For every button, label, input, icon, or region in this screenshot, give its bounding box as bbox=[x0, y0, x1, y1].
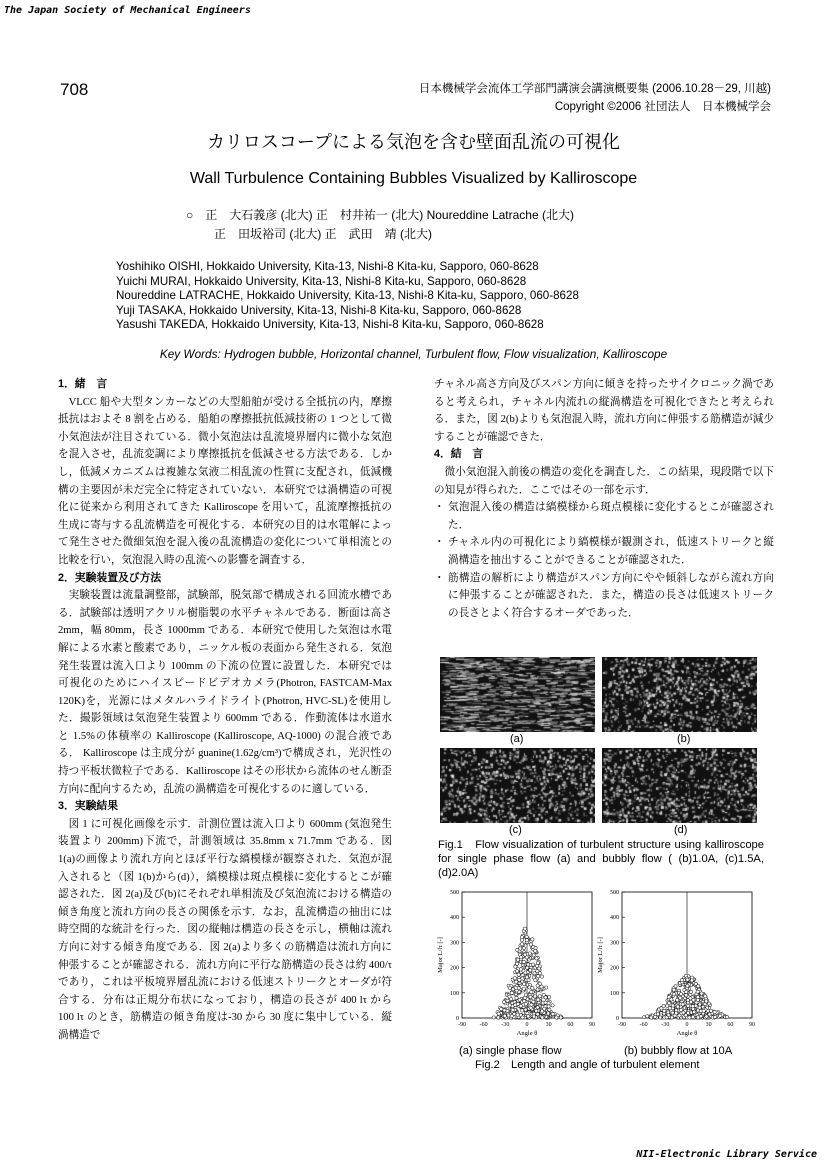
data-point bbox=[535, 964, 538, 967]
data-point bbox=[516, 1013, 519, 1016]
data-point bbox=[510, 1014, 513, 1017]
data-point bbox=[642, 1016, 645, 1019]
affiliation-1: Yoshihiko OISHI, Hokkaido University, Kita-13, Nishi-8 Kita-ku, Sapporo, 060-8628 bbox=[116, 260, 539, 273]
data-point bbox=[551, 1004, 554, 1007]
x-tick-label: -60 bbox=[479, 1022, 488, 1028]
data-point bbox=[497, 1016, 500, 1019]
x-tick-label: -30 bbox=[501, 1022, 510, 1028]
x-tick-label: -90 bbox=[618, 1022, 626, 1028]
copyright-line: Copyright ©2006 社団法人 日本機械学会 bbox=[554, 101, 771, 113]
section-3-title: 3．実験結果 bbox=[58, 800, 118, 813]
data-point bbox=[698, 1003, 701, 1006]
data-point bbox=[686, 1011, 689, 1014]
flow-image-a-canvas bbox=[440, 657, 595, 732]
data-point bbox=[529, 995, 532, 998]
data-point bbox=[536, 969, 539, 972]
title-ja: カリロスコープによる気泡を含む壁面乱流の可視化 bbox=[206, 132, 621, 152]
data-point bbox=[705, 1015, 708, 1018]
data-point bbox=[515, 970, 518, 973]
data-point bbox=[523, 996, 526, 999]
data-point bbox=[667, 996, 670, 999]
y-tick-label: 200 bbox=[450, 965, 459, 972]
data-point bbox=[535, 1009, 538, 1012]
data-point bbox=[515, 996, 518, 999]
authors-line-2: 正 田坂裕司 (北大) 正 武田 靖 (北大) bbox=[214, 227, 432, 241]
data-point bbox=[529, 969, 532, 972]
data-point bbox=[500, 1007, 503, 1010]
data-point bbox=[667, 1001, 670, 1004]
data-point bbox=[713, 1015, 716, 1018]
data-point bbox=[534, 946, 537, 949]
left-column bbox=[58, 376, 392, 1045]
data-point bbox=[528, 952, 531, 955]
data-point bbox=[692, 998, 695, 1001]
data-point bbox=[522, 960, 525, 963]
data-point bbox=[667, 1013, 670, 1016]
data-point bbox=[555, 1016, 558, 1019]
library-footer: NII-Electronic Library Service bbox=[636, 1149, 817, 1160]
data-point bbox=[689, 990, 692, 993]
x-tick-label: 0 bbox=[525, 1022, 529, 1028]
y-tick-label: 500 bbox=[610, 890, 619, 896]
data-point bbox=[526, 963, 529, 966]
data-point bbox=[546, 1012, 549, 1015]
data-point bbox=[705, 1000, 708, 1003]
data-point bbox=[508, 986, 511, 989]
data-point bbox=[663, 1009, 666, 1012]
data-point bbox=[503, 1014, 506, 1017]
data-point bbox=[536, 998, 539, 1001]
right-column bbox=[434, 376, 774, 622]
data-point bbox=[659, 1016, 662, 1019]
x-tick-label: 90 bbox=[749, 1022, 755, 1028]
data-point bbox=[540, 975, 543, 978]
data-point bbox=[690, 979, 693, 982]
keywords-label: Key Words bbox=[159, 347, 218, 361]
data-point bbox=[547, 995, 550, 998]
data-point bbox=[725, 1015, 728, 1018]
data-point bbox=[686, 984, 689, 987]
keywords-text: : Hydrogen bubble, Horizontal channel, Turbulent flow, Flow visualization, Kalliroscope bbox=[217, 347, 668, 361]
x-axis-label: Angle θ bbox=[516, 1030, 538, 1037]
data-point bbox=[653, 1015, 656, 1018]
authors-line-1: ○ 正 大石義彦 (北大) 正 村井祐一 (北大) Noureddine Latrache (北大) bbox=[186, 208, 574, 222]
data-point bbox=[681, 1003, 684, 1006]
data-point bbox=[492, 1016, 495, 1019]
data-point bbox=[531, 938, 534, 941]
fig2a-caption: (a) single phase flow bbox=[459, 1045, 562, 1057]
data-point bbox=[646, 1015, 649, 1018]
flow-image-b bbox=[602, 657, 757, 732]
fig2b-caption: (b) bubbly flow at 10A bbox=[624, 1045, 733, 1057]
y-tick-label: 400 bbox=[610, 915, 619, 922]
data-point bbox=[538, 995, 541, 998]
section-1-body: VLCC 船や大型タンカーなどの大型船舶が受ける全抵抗の内，摩擦抵抗はおよそ 8 割を占める．船舶の摩擦抵抗低減技術の 1 つとして微小気泡法が注目されている．微小気泡法は乱流境界層内に微小な気泡を混入させ，乱流変調により摩擦抵抗を低減させる方法である．しかし，低減メカニズムは複雑な気液二相乱流の性質に支配され，低減機構の主要因が未だ完全に特定されていない．本研究では渦構造の可視化に従来から利用されてきた Kalliroscope を用いて，乱流摩擦抵抗の生成に寄与する乱流構造を可視化する．本研究の目的は水電解によって発生させた微細気泡を混入後の乱流構造の変化について単相流との比較を行い，気泡混入時の乱流への影響を調査する． bbox=[58, 396, 392, 566]
flow-image-d-canvas bbox=[602, 748, 757, 823]
data-point bbox=[502, 1000, 505, 1003]
x-tick-label: 0 bbox=[685, 1022, 689, 1028]
data-point bbox=[525, 935, 528, 938]
fig1-label-c: (c) bbox=[509, 824, 522, 836]
data-point bbox=[672, 992, 675, 995]
data-point bbox=[531, 963, 534, 966]
data-point bbox=[708, 1013, 711, 1016]
data-point bbox=[670, 1016, 673, 1019]
data-point bbox=[696, 1016, 699, 1019]
page-number: 708 bbox=[60, 80, 89, 99]
data-point bbox=[697, 984, 700, 987]
data-point bbox=[672, 988, 675, 991]
fig1-caption: Fig.1 Flow visualization of turbulent structure using kalliroscope for single phase flow (a) and bubbly flow ( (b)1.0A, (c)1.5A, (d)2.0A) bbox=[438, 839, 764, 879]
data-point bbox=[671, 1004, 674, 1007]
affiliation-3: Noureddine LATRACHE, Hokkaido University, Kita-13, Nishi-8 Kita-ku, Sapporo, 060-8628 bbox=[116, 289, 579, 303]
keywords bbox=[0, 347, 827, 361]
data-point bbox=[519, 968, 522, 971]
data-point bbox=[696, 998, 699, 1001]
data-point bbox=[679, 1008, 682, 1011]
data-point bbox=[503, 1009, 506, 1012]
y-tick-label: 0 bbox=[456, 1016, 459, 1022]
data-point bbox=[510, 991, 513, 994]
x-tick-label: -90 bbox=[458, 1022, 466, 1028]
data-point bbox=[536, 1013, 539, 1016]
data-point bbox=[686, 1004, 689, 1007]
data-point bbox=[522, 999, 525, 1002]
conclusion-item: ・ チャネル内の可視化により縞模様が観測され，低速ストリークと縦渦構造を抽出することができることが確認された． bbox=[448, 534, 774, 569]
data-point bbox=[713, 1010, 716, 1013]
y-tick-label: 200 bbox=[610, 965, 619, 972]
x-tick-label: 30 bbox=[705, 1022, 712, 1028]
data-point bbox=[685, 990, 688, 993]
data-point bbox=[680, 978, 683, 981]
y-tick-label: 300 bbox=[610, 940, 619, 947]
data-point bbox=[513, 977, 516, 980]
data-point bbox=[523, 927, 526, 930]
data-point bbox=[540, 985, 543, 988]
x-axis-label: Angle θ bbox=[676, 1030, 698, 1037]
flow-image-d bbox=[602, 748, 757, 823]
title-en: Wall Turbulence Containing Bubbles Visualized by Kalliroscope bbox=[189, 170, 638, 187]
data-point bbox=[548, 1008, 551, 1011]
section-4-body: 微小気泡混入前後の構造の変化を調査した．この結果，現段階で以下の知見が得られた．ここではその一部を示す． bbox=[434, 466, 774, 496]
section-1-title: 1．緒 言 bbox=[58, 378, 108, 390]
x-tick-label: 30 bbox=[545, 1022, 552, 1028]
x-tick-label: -60 bbox=[639, 1022, 648, 1028]
y-axis-label: Major L/lτ [-] bbox=[597, 937, 604, 973]
data-point bbox=[517, 973, 520, 976]
data-point bbox=[523, 953, 526, 956]
data-point bbox=[656, 1013, 659, 1016]
y-tick-label: 100 bbox=[610, 990, 619, 997]
conclusion-item: ・ 気泡混入後の構造は縞模様から斑点模様に変化するとこが確認された． bbox=[448, 499, 774, 534]
data-point bbox=[497, 1012, 500, 1015]
data-point bbox=[544, 996, 547, 999]
data-point bbox=[718, 1014, 721, 1017]
flow-image-c-canvas bbox=[440, 748, 595, 823]
data-point bbox=[514, 965, 517, 968]
data-point bbox=[543, 1007, 546, 1010]
section-4-title: 4．結 言 bbox=[434, 448, 484, 461]
data-point bbox=[650, 1016, 653, 1019]
data-point bbox=[536, 1006, 539, 1009]
data-point bbox=[521, 1016, 524, 1019]
data-point bbox=[530, 1003, 533, 1006]
data-point bbox=[521, 973, 524, 976]
y-tick-label: 300 bbox=[450, 940, 459, 947]
society-header: The Japan Society of Mechanical Engineers bbox=[4, 5, 251, 16]
data-point bbox=[688, 1016, 691, 1019]
data-point bbox=[685, 993, 688, 996]
data-point bbox=[518, 978, 521, 981]
data-point bbox=[519, 1004, 522, 1007]
affiliation-5: Yasushi TAKEDA, Hokkaido University, Kita-13, Nishi-8 Kita-ku, Sapporo, 060-8628 bbox=[116, 318, 544, 332]
data-point bbox=[511, 1008, 514, 1011]
conclusion-item: ・ 筋構造の解析により構造がスパン方向にやや傾斜しながら流れ方向に伸張することが確認された．また，構造の長さは低速ストリークの長さとよく符合するオーダであった． bbox=[448, 570, 774, 623]
flow-image-c bbox=[440, 748, 595, 823]
data-point bbox=[676, 1005, 679, 1008]
data-point bbox=[520, 1009, 523, 1012]
data-point bbox=[508, 1004, 511, 1007]
y-tick-label: 400 bbox=[450, 915, 459, 922]
data-point bbox=[509, 997, 512, 1000]
data-point bbox=[532, 954, 535, 957]
data-point bbox=[514, 986, 517, 989]
data-point bbox=[536, 984, 539, 987]
y-axis-label: Major L/lτ [-] bbox=[437, 937, 444, 973]
data-point bbox=[559, 1016, 562, 1019]
fig2-caption: Fig.2 Length and angle of turbulent element bbox=[475, 1059, 700, 1071]
data-point bbox=[541, 1016, 544, 1019]
data-point bbox=[691, 1015, 694, 1018]
data-point bbox=[530, 990, 533, 993]
data-point bbox=[532, 1015, 535, 1018]
data-point bbox=[660, 1007, 663, 1010]
data-point bbox=[700, 992, 703, 995]
data-point bbox=[551, 1012, 554, 1015]
affiliation-2: Yuichi MURAI, Hokkaido University, Kita-13, Nishi-8 Kita-ku, Sapporo, 060-8628 bbox=[116, 274, 527, 288]
data-point bbox=[527, 1015, 530, 1018]
x-tick-label: 60 bbox=[567, 1022, 574, 1028]
data-point bbox=[531, 986, 534, 989]
fig1-label-b: (b) bbox=[677, 733, 691, 745]
data-point bbox=[678, 1014, 681, 1017]
fig1-label-a: (a) bbox=[510, 733, 524, 745]
flow-image-a bbox=[440, 657, 595, 732]
data-point bbox=[686, 978, 689, 981]
x-tick-label: 90 bbox=[589, 1022, 595, 1028]
y-tick-label: 0 bbox=[616, 1016, 619, 1022]
section-3-continued: チャネル高さ方向及びスパン方向に傾きを持ったサイクロニック渦であると考えられ，チャネル内流れの縦渦構造を可視化できたと考えられる．また，図 2(b)よりも気泡混入時，流れ方向に伸張する筋構造が減少することが確認できた． bbox=[434, 379, 774, 443]
data-point bbox=[686, 998, 689, 1001]
x-tick-label: -30 bbox=[661, 1022, 670, 1028]
y-tick-label: 100 bbox=[450, 990, 459, 997]
data-point bbox=[676, 998, 679, 1001]
section-2-title: 2．実験装置及び方法 bbox=[58, 571, 162, 584]
data-point bbox=[522, 987, 525, 990]
data-point bbox=[525, 939, 528, 942]
data-point bbox=[520, 936, 523, 939]
data-point bbox=[691, 1005, 694, 1008]
data-point bbox=[516, 948, 519, 951]
data-point bbox=[520, 943, 523, 946]
data-point bbox=[535, 957, 538, 960]
data-point bbox=[534, 978, 537, 981]
affiliations bbox=[116, 260, 579, 333]
data-point bbox=[709, 1009, 712, 1012]
data-point bbox=[536, 975, 539, 978]
x-tick-label: 60 bbox=[727, 1022, 734, 1028]
y-tick-label: 500 bbox=[450, 890, 459, 896]
data-point bbox=[524, 1008, 527, 1011]
data-point bbox=[526, 966, 529, 969]
section-3-body: 図 1 に可視化画像を示す．計測位置は流入口より 600mm (気泡発生装置より 200mm)下流で，計測領域は 35.8mm x 71.7mm である．図 1(a)の画像より流れ方向とほぼ平行な縞模様が観察された．気泡が混入されると（図 1(b)から(d)），縞模様は斑点模様に変化するとこが確認された．図 2(a)及び(b)にそれぞれ単相流及び気泡流における構造の傾き角度と流れ方向の長さの関係を示す．なお，乱流構造の抽出には時空間的な統計を行った．図の縦軸は構造の長さを示し，横軸は流れ方向に対する傾き角度である．図 2(a)より多くの筋構造は流れ方向に伸張することが確認される．流れ方向に平行な筋構造の長さは約 400/τ であり，これは平板境界層乱流における低速ストリークとオーダが符合する．分布は正規分布状になっており，構造の長さが 400 lτ から 100 lτ のとき，筋構造の傾き角度は-30 から 30 度に集中している．縦渦構造で bbox=[58, 818, 392, 1041]
data-point bbox=[522, 982, 525, 985]
data-point bbox=[544, 1001, 547, 1004]
conclusion-list bbox=[434, 499, 774, 622]
fig1-label-d: (d) bbox=[674, 824, 688, 836]
data-point bbox=[674, 1012, 677, 1015]
data-point bbox=[704, 995, 707, 998]
data-point bbox=[519, 956, 522, 959]
affiliation-4: Yuji TASAKA, Hokkaido University, Kita-13, Nishi-8 Kita-ku, Sapporo, 060-8628 bbox=[116, 303, 522, 317]
proceedings-line: 日本機械学会流体工学部門講演会講演概要集 (2006.10.28－29, 川越) bbox=[418, 83, 771, 95]
section-2-body: 実験装置は流量調整部，試験部，脱気部で構成される回流水槽である．試験部は透明アクリル樹脂製の水平チャネルである．断面は高さ 2mm，幅 80mm，長さ 1000mm である．本研究で使用した気泡は水電解による水素と酸素であり，ニッケル板の表面から発生される．気泡発生装置は流入口より 100mm の下流の位置に設置した．本研究では可視化のためにハイスピードビデオカメラ(Photron, FASTCAM-Max 120K)を，光源にはメタルハライドライト(Photron, HVC-SL)を使用した．撮影領域は気泡発生装置より 600mm である．作動流体は水道水と 1.5%の体積率の Kalliroscope (Kalliroscope, AQ-1000) の混合液である． Kalliroscope は主成分が guanine(1.62g/cm³)で構成され，光沢性の持つ平板状微粒子である．Kalliroscope はその形状から流体のせん断歪方向に配向するため，乱流の渦構造を可視化するのに適している． bbox=[58, 590, 392, 795]
data-point bbox=[516, 958, 519, 961]
fig2-plots bbox=[430, 884, 780, 1044]
data-point bbox=[698, 1006, 701, 1009]
data-point bbox=[702, 1009, 705, 1012]
flow-image-b-canvas bbox=[602, 657, 757, 732]
data-point bbox=[525, 976, 528, 979]
data-point bbox=[696, 990, 699, 993]
